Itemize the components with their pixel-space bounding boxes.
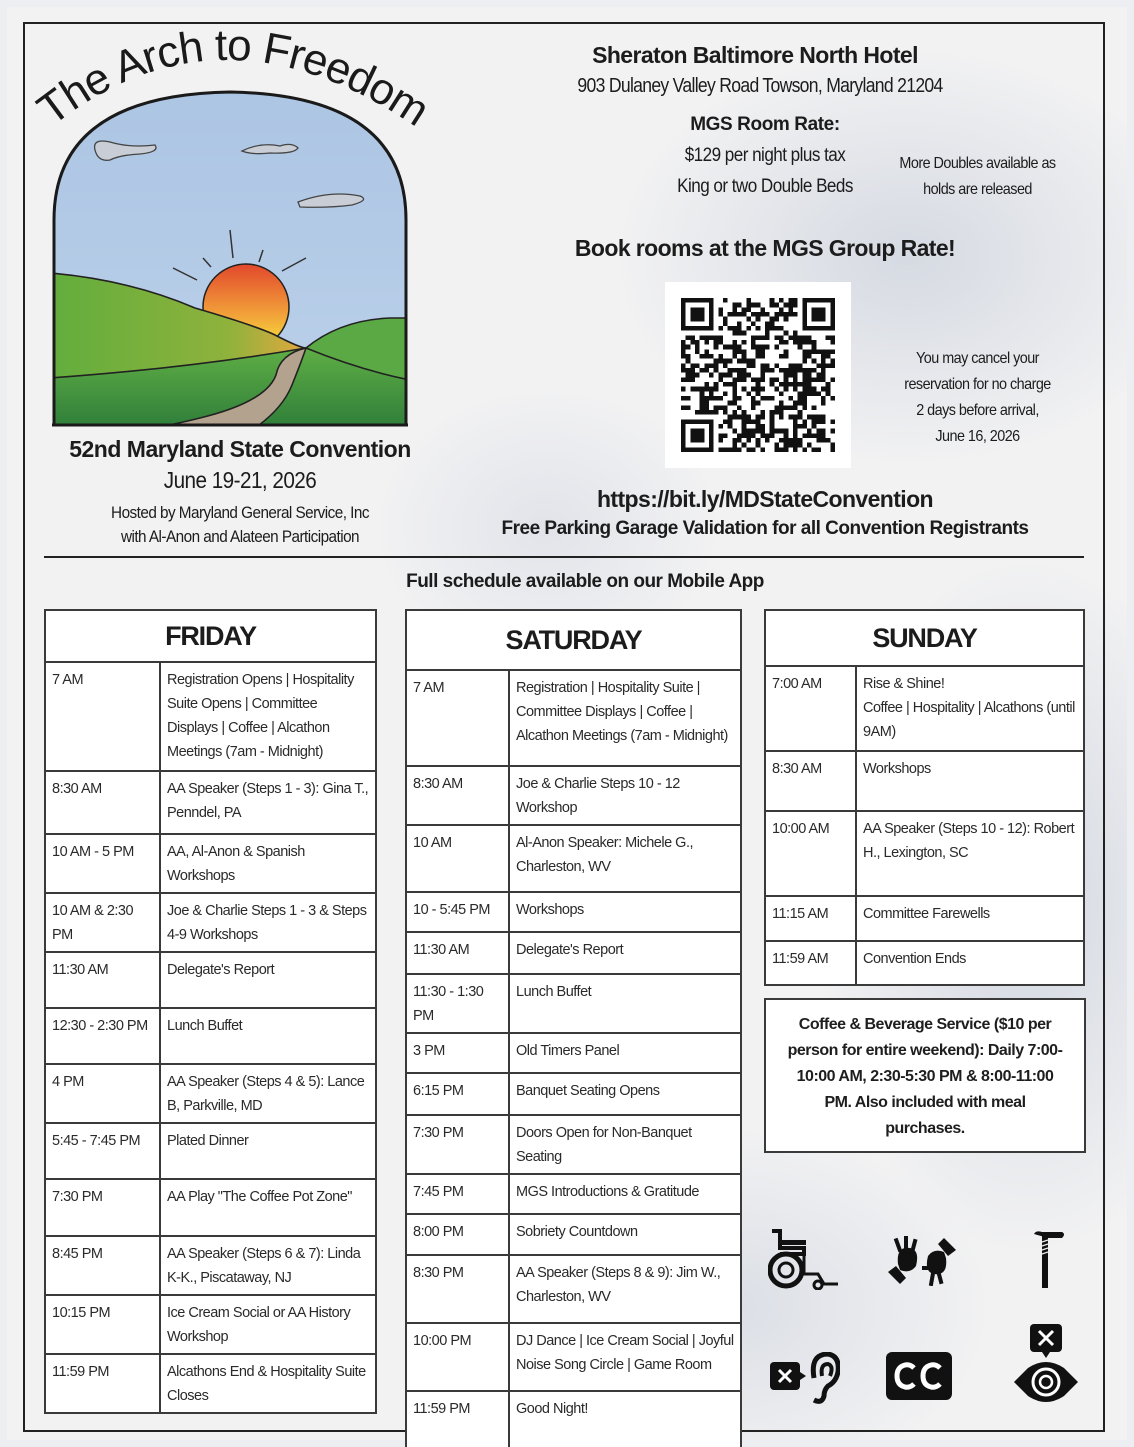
table-row (45, 834, 376, 893)
sunrise-hills-path-logo-icon (30, 30, 430, 430)
event-time: 8:30 PM (406, 1255, 509, 1323)
table-row (406, 932, 741, 974)
doubles-note (890, 151, 1066, 203)
event-time: 8:00 PM (406, 1214, 509, 1255)
event-time: 3 PM (406, 1033, 509, 1073)
table-row (765, 666, 1084, 751)
table-row (45, 893, 376, 952)
table-row (45, 1008, 376, 1064)
table-row (765, 751, 1084, 811)
hotel-address: 903 Dulaney Valley Road Towson, Maryland 21204 (577, 75, 943, 97)
table-row (406, 1174, 741, 1214)
event-time: 7 AM (45, 662, 160, 771)
parking-note: Free Parking Garage Validation for all Convention Registrants (501, 518, 1029, 539)
room-rate-price: $129 per night plus tax (684, 145, 846, 166)
coffee-service-box: Coffee & Beverage Service ($10 per person for entire weekend): Daily 7:00-10:00 AM, 2:30-5:30 PM & 8:00-11:00 PM. Also included with meal purchases. (764, 998, 1086, 1153)
table-row (45, 1123, 376, 1179)
low-vision-icon (1012, 1322, 1080, 1404)
event-description: Delegate's Report (509, 932, 741, 974)
event-description: DJ Dance | Ice Cream Social | Joyful Noise Song Circle | Game Room (509, 1323, 741, 1391)
convention-dates: June 19-21, 2026 (163, 467, 317, 493)
doubles-note-line-2: holds are released (923, 181, 1032, 198)
friday-heading: FRIDAY (45, 610, 376, 662)
event-time: 10 AM & 2:30 PM (45, 893, 160, 952)
event-time: 6:15 PM (406, 1073, 509, 1115)
section-divider (44, 556, 1084, 558)
event-time: 7 AM (406, 670, 509, 766)
table-row (406, 1115, 741, 1174)
qr-code-icon (681, 298, 835, 452)
event-description: Ice Cream Social or AA History Workshop (160, 1295, 376, 1354)
event-description: Old Timers Panel (509, 1033, 741, 1073)
event-description (856, 666, 1084, 751)
table-row (45, 1295, 376, 1354)
table-row (45, 771, 376, 834)
event-description: Lunch Buffet (509, 974, 741, 1033)
event-description: AA Speaker (Steps 10 - 12): Robert H., Lexington, SC (856, 811, 1084, 896)
sunday-schedule-table (764, 609, 1085, 986)
mobile-app-note: Full schedule available on our Mobile App (406, 571, 764, 592)
cancel-line-2: reservation for no charge (904, 376, 1051, 393)
hearing-impaired-icon (768, 1352, 840, 1404)
table-row (406, 825, 741, 892)
event-description: Workshops (509, 892, 741, 932)
event-description: Doors Open for Non-Banquet Seating (509, 1115, 741, 1174)
event-time: 7:00 AM (765, 666, 856, 751)
event-description: Registration Opens | Hospitality Suite Opens | Committee Displays | Coffee | Alcathon Meetings (7am - Midnight) (160, 662, 376, 771)
table-row (406, 1214, 741, 1255)
event-time: 10:00 PM (406, 1323, 509, 1391)
cancellation-note (890, 346, 1066, 450)
table-row (45, 662, 376, 771)
sunday-heading: SUNDAY (765, 610, 1084, 666)
event-time: 11:59 PM (406, 1391, 509, 1447)
event-description: AA Play "The Coffee Pot Zone" (160, 1179, 376, 1236)
table-row (406, 1073, 741, 1115)
convention-title: 52nd Maryland State Convention (69, 436, 411, 462)
event-time: 5:45 - 7:45 PM (45, 1123, 160, 1179)
event-description: AA Speaker (Steps 6 & 7): Linda K-K., Piscataway, NJ (160, 1236, 376, 1295)
event-description: Convention Ends (856, 941, 1084, 985)
event-description: Joe & Charlie Steps 1 - 3 & Steps 4-9 Workshops (160, 893, 376, 952)
cane-icon (1028, 1228, 1068, 1290)
event-time: 10:15 PM (45, 1295, 160, 1354)
table-row (45, 1179, 376, 1236)
room-rate-label: MGS Room Rate: (690, 114, 840, 135)
table-row (406, 1255, 741, 1323)
event-time: 12:30 - 2:30 PM (45, 1008, 160, 1064)
event-time: 11:30 AM (45, 952, 160, 1008)
host-line-1: Hosted by Maryland General Service, Inc (111, 503, 369, 522)
table-row (45, 1236, 376, 1295)
convention-logo (30, 30, 430, 430)
event-time: 11:30 AM (406, 932, 509, 974)
event-time: 11:59 PM (45, 1354, 160, 1413)
doubles-note-line-1: More Doubles available as (899, 155, 1056, 172)
table-row (406, 974, 741, 1033)
event-time: 10 AM (406, 825, 509, 892)
event-description: Lunch Buffet (160, 1008, 376, 1064)
event-description: MGS Introductions & Gratitude (509, 1174, 741, 1214)
table-row (406, 1391, 741, 1447)
book-rooms-cta: Book rooms at the MGS Group Rate! (574, 235, 956, 261)
event-description: AA, Al-Anon & Spanish Workshops (160, 834, 376, 893)
event-time: 10:00 AM (765, 811, 856, 896)
table-row (45, 1064, 376, 1123)
event-time: 11:15 AM (765, 896, 856, 941)
event-time: 8:30 AM (765, 751, 856, 811)
table-row (406, 1323, 741, 1391)
event-description: Alcathons End & Hospitality Suite Closes (160, 1354, 376, 1413)
event-time: 8:30 AM (45, 771, 160, 834)
event-description: Sobriety Countdown (509, 1214, 741, 1255)
event-time: 8:45 PM (45, 1236, 160, 1295)
cancel-line-1: You may cancel your (916, 350, 1039, 367)
event-description: Joe & Charlie Steps 10 - 12 Workshop (509, 766, 741, 825)
table-row (765, 896, 1084, 941)
event-description: Workshops (856, 751, 1084, 811)
event-time: 7:45 PM (406, 1174, 509, 1214)
event-time: 7:30 PM (406, 1115, 509, 1174)
event-description-line-1: Rise & Shine! (863, 676, 945, 692)
table-row (45, 952, 376, 1008)
cancel-line-3: 2 days before arrival, (916, 402, 1039, 419)
friday-schedule-table (44, 609, 377, 1414)
table-row (406, 1033, 741, 1073)
table-row (765, 941, 1084, 985)
booking-url-link[interactable]: https://bit.ly/MDStateConvention (596, 486, 933, 512)
table-row (406, 892, 741, 932)
logo-arch-title: The Arch to Freedo (30, 30, 405, 135)
host-line-2: with Al-Anon and Alateen Participation (120, 527, 360, 546)
event-description: Al-Anon Speaker: Michele G., Charleston, WV (509, 825, 741, 892)
event-time: 11:30 - 1:30 PM (406, 974, 509, 1033)
event-time: 4 PM (45, 1064, 160, 1123)
event-description: AA Speaker (Steps 1 - 3): Gina T., Penndel, PA (160, 771, 376, 834)
event-time: 7:30 PM (45, 1179, 160, 1236)
cancel-line-4: June 16, 2026 (935, 428, 1020, 445)
convention-host (60, 501, 420, 549)
saturday-schedule-table (405, 609, 742, 1447)
table-row (406, 670, 741, 766)
hotel-name: Sheraton Baltimore North Hotel (592, 42, 918, 68)
event-time: 10 - 5:45 PM (406, 892, 509, 932)
event-description: Good Night! (509, 1391, 741, 1447)
event-description-line-2: Coffee | Hospitality | Alcathons (until 9AM) (863, 700, 1075, 740)
booking-qr-code[interactable] (665, 282, 851, 468)
event-description: Banquet Seating Opens (509, 1073, 741, 1115)
sign-language-icon (886, 1236, 958, 1286)
saturday-heading: SATURDAY (406, 610, 741, 670)
event-time: 8:30 AM (406, 766, 509, 825)
event-description: Committee Farewells (856, 896, 1084, 941)
closed-captions-icon (886, 1352, 952, 1400)
event-description: Plated Dinner (160, 1123, 376, 1179)
event-description: Registration | Hospitality Suite | Committee Displays | Coffee | Alcathon Meetings (7am - Midnight) (509, 670, 741, 766)
event-time: 10 AM - 5 PM (45, 834, 160, 893)
qr-modules (681, 298, 835, 452)
table-row (765, 811, 1084, 896)
table-row (406, 766, 741, 825)
event-description: AA Speaker (Steps 8 & 9): Jim W., Charleston, WV (509, 1255, 741, 1323)
event-description: Delegate's Report (160, 952, 376, 1008)
event-description: AA Speaker (Steps 4 & 5): Lance B, Parkville, MD (160, 1064, 376, 1123)
wheelchair-icon (768, 1228, 840, 1290)
table-row (45, 1354, 376, 1413)
room-rate-beds: King or two Double Beds (677, 176, 853, 197)
event-time: 11:59 AM (765, 941, 856, 985)
